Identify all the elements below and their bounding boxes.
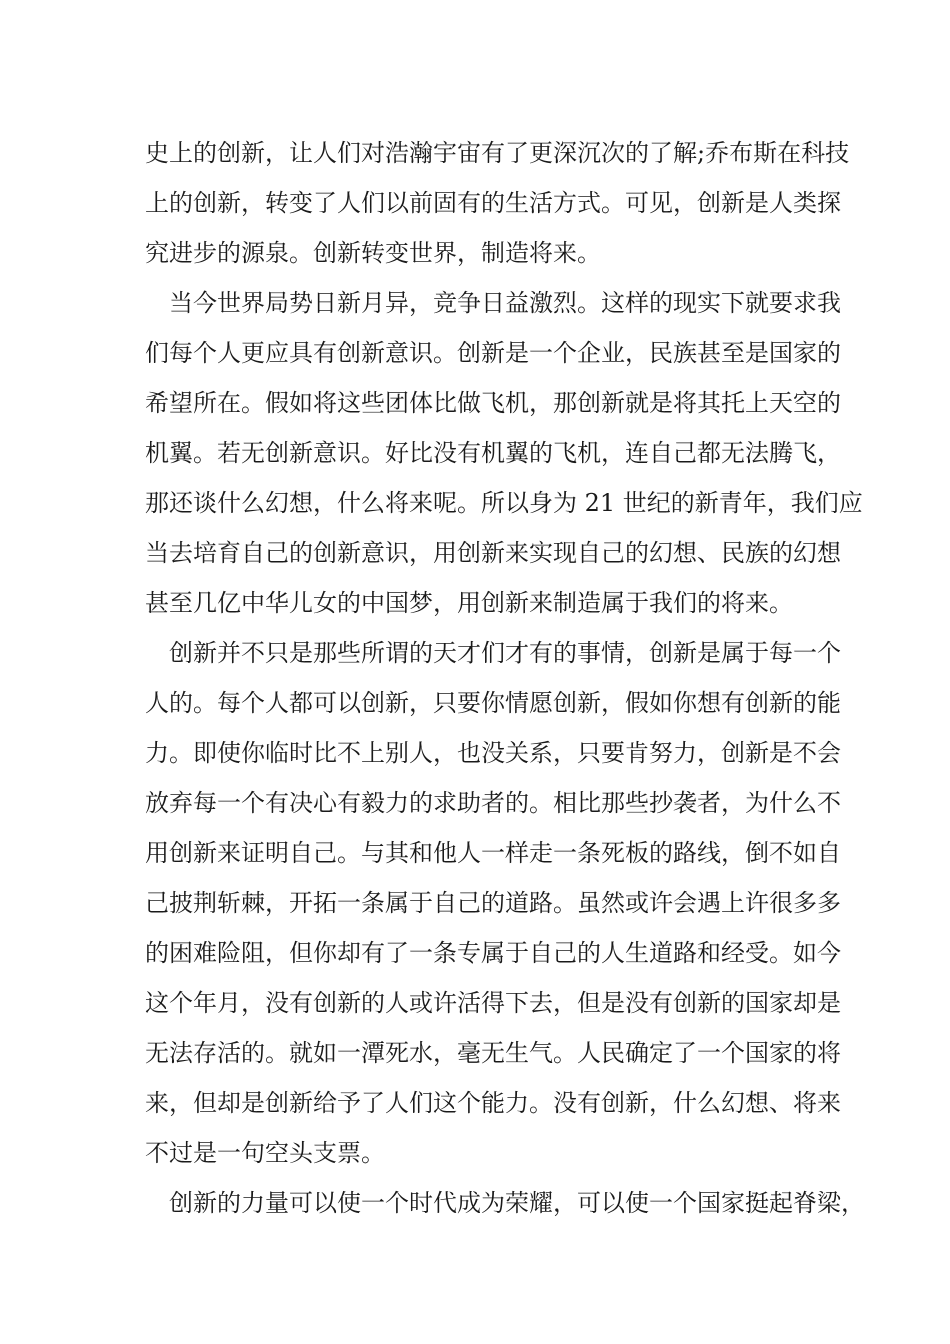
- text-line: 当今世界局势日新月异，竞争日益激烈。这样的现实下就要求我: [169, 289, 841, 317]
- paragraph-1: [145, 128, 850, 278]
- text-line: 那还谈什么幻想，什么将来呢。所以身为 21 世纪的新青年，我们应: [145, 489, 863, 517]
- text-line: 这个年月，没有创新的人或许活得下去，但是没有创新的国家却是: [145, 989, 841, 1017]
- document-body: [145, 128, 865, 1228]
- text-line: 机翼。若无创新意识。好比没有机翼的飞机，连自己都无法腾飞，: [145, 439, 841, 467]
- text-line: 甚至几亿中华儿女的中国梦，用创新来制造属于我们的将来。: [145, 589, 793, 617]
- paragraph-2: [145, 278, 863, 628]
- text-line: 放弃每一个有决心有毅力的求助者的。相比那些抄袭者，为什么不: [145, 789, 841, 817]
- text-line: 上的创新，转变了人们以前固有的生活方式。可见，创新是人类探: [145, 189, 841, 217]
- text-line: 用创新来证明自己。与其和他人一样走一条死板的路线，倒不如自: [145, 839, 841, 867]
- text-line: 来，但却是创新给予了人们这个能力。没有创新，什么幻想、将来: [145, 1089, 841, 1117]
- text-line: 人的。每个人都可以创新，只要你情愿创新，假如你想有创新的能: [145, 689, 841, 717]
- text-line: 当去培育自己的创新意识，用创新来实现自己的幻想、民族的幻想: [145, 539, 841, 567]
- text-line: 己披荆斩棘，开拓一条属于自己的道路。虽然或许会遇上许很多多: [145, 889, 841, 917]
- text-line: 究进步的源泉。创新转变世界，制造将来。: [145, 239, 601, 267]
- text-line: 创新的力量可以使一个时代成为荣耀，可以使一个国家挺起脊梁，: [169, 1189, 865, 1217]
- text-line: 的困难险阻，但你却有了一条专属于自己的人生道路和经受。如今: [145, 939, 841, 967]
- paragraph-3: [145, 628, 841, 1178]
- text-line: 力。即使你临时比不上别人，也没关系，只要肯努力，创新是不会: [145, 739, 841, 767]
- text-line: 希望所在。假如将这些团体比做飞机，那创新就是将其托上天空的: [145, 389, 841, 417]
- text-line: 创新并不只是那些所谓的天才们才有的事情，创新是属于每一个: [169, 639, 841, 667]
- text-line: 们每个人更应具有创新意识。创新是一个企业，民族甚至是国家的: [145, 339, 841, 367]
- text-line: 不过是一句空头支票。: [145, 1139, 385, 1167]
- text-line: 无法存活的。就如一潭死水，毫无生气。人民确定了一个国家的将: [145, 1039, 841, 1067]
- text-line: 史上的创新，让人们对浩瀚宇宙有了更深沉次的了解;乔布斯在科技: [145, 139, 850, 167]
- paragraph-4: [145, 1178, 865, 1228]
